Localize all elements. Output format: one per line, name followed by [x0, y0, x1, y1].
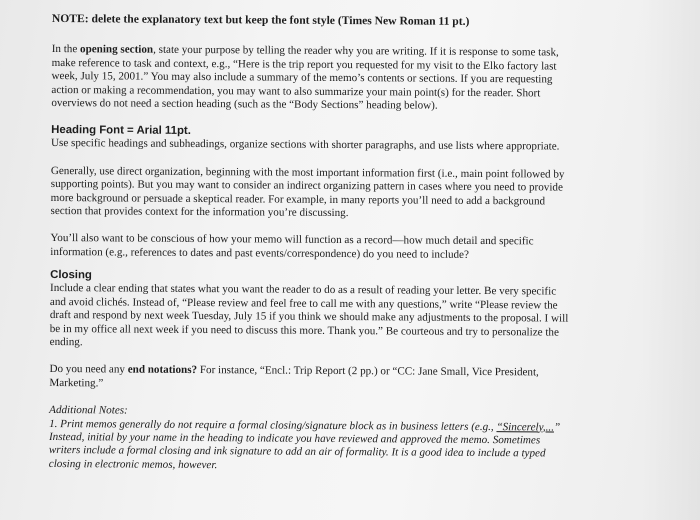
- page-shadow: [640, 0, 700, 520]
- opening-post: , state your purpose by telling the reader why you are writing. If it is response to some task, make reference to task and context, e.g., “Here is the trip report you requested for my visit to the Elko factory last week, July 15, 2001.” You may also include a summary of the memo’s contents or sections. If you are requesting action or making a recommendation, you may want to also summarize your main point(s) for the reader. Short overviews do not need a section heading (such as the “Body Sections” heading below).: [51, 44, 559, 112]
- record-paragraph: You’ll also want to be conscious of how your memo will function as a record—how much detail and specific information (e.g., references to dates and past events/correspondence) do you need to include?: [50, 232, 534, 261]
- note-line: NOTE: delete the explanatory text but keep the font style (Times New Roman 11 pt.): [51, 11, 470, 28]
- opening-paragraph: [51, 43, 571, 114]
- opening-pre: In the: [51, 43, 81, 56]
- closing-title: Closing: [50, 269, 92, 282]
- direct-organization-paragraph: Generally, use direct organization, beginning with the most important information first (i.e., main point followed by supporting points). But you may want to consider an indirect organizing pattern in cases where you need to provide more background or persuade a skeptical reader. For example, in many reports you’ll need to add a background section that provides context for the information you’re discussing.: [50, 164, 565, 220]
- additional-notes-item: [49, 418, 569, 475]
- additional-pre: 1. Print memos generally do not require a formal closing/signature block as in business letters (e.g.,: [49, 417, 497, 433]
- opening-bold: opening section: [80, 43, 154, 57]
- end-notations-bold: end notations?: [127, 363, 198, 377]
- additional-notes-title: Additional Notes:: [49, 404, 128, 417]
- additional-post: ” Instead, initial by your name in the heading to indicate you have reviewed and approved the memo. Sometimes writers include a formal closing and ink signature to add an air of formality. It is a good idea to include a typed closing in electronic memos, however.: [48, 421, 561, 471]
- additional-underlined: “Sincerely,...: [496, 420, 555, 434]
- end-notations-pre: Do you need any: [49, 363, 128, 376]
- closing-text: Include a clear ending that states what you want the reader to do as a result of reading your letter. Be very specific and avoid clichés. Instead of, “Please review and feel free to call me with any questions,” write “Please review the draft and respond by next week Tuesday, July 15 if you think we should make any adjustments to the proposal. I will be in my office all next week if you need to discuss this more. Thank you.” Be courteous and try to personalize the ending.: [49, 282, 569, 349]
- heading-font-text: Use specific headings and subheadings, organize sections with shorter paragraphs, and use lists where appropriate.: [51, 137, 560, 153]
- end-notations-paragraph: [49, 363, 569, 393]
- document-page: [49, 8, 572, 475]
- heading-font-title: Heading Font = Arial 11pt.: [51, 124, 191, 138]
- end-notations-post: For instance, “Encl.: Trip Report (2 pp.) or “CC: Jane Small, Vice President, Marketing.”: [49, 364, 539, 390]
